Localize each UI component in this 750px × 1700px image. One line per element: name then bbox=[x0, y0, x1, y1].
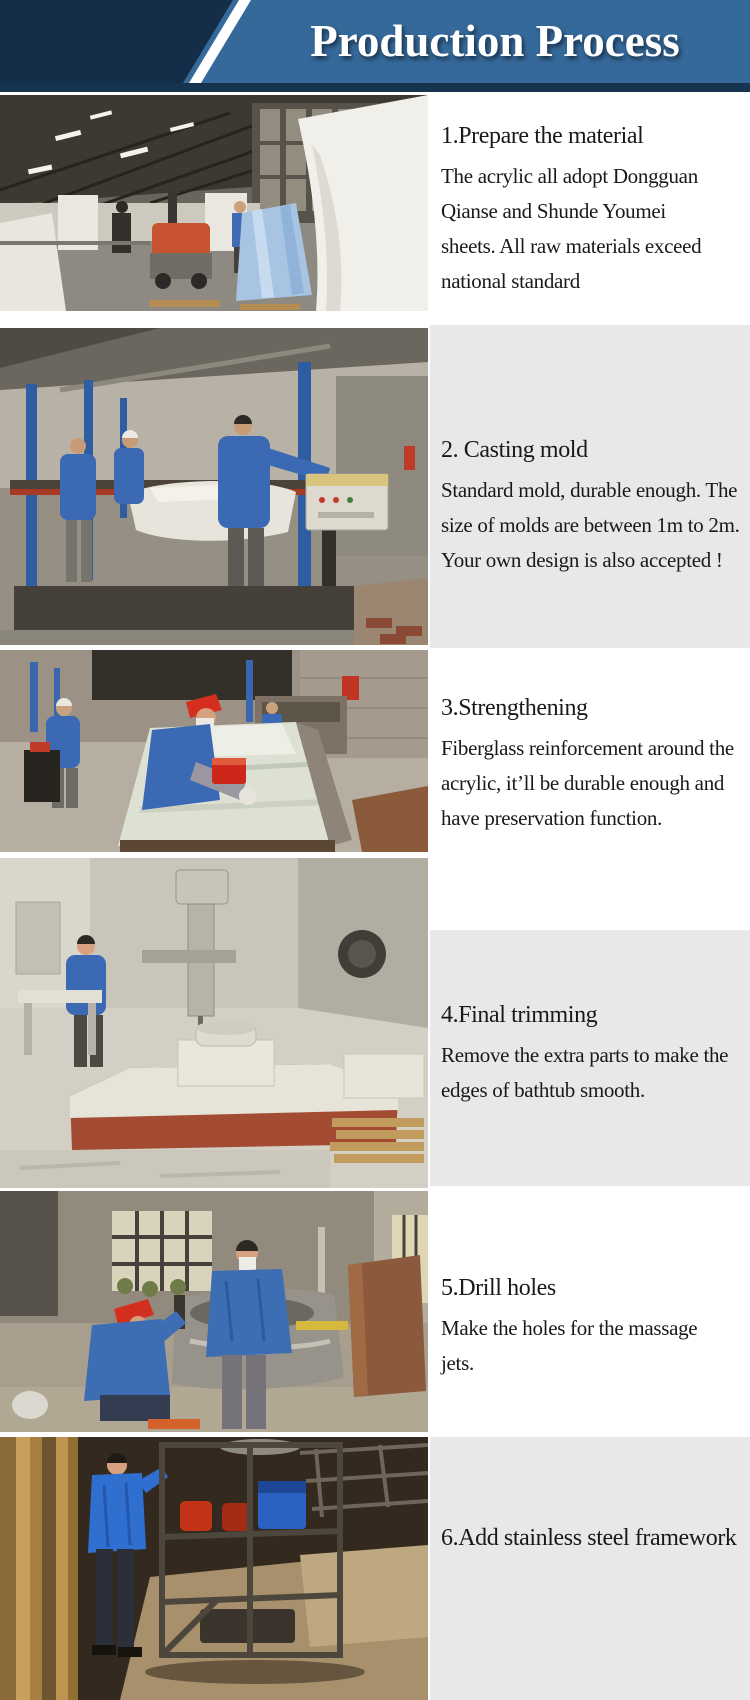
step-4-line-1: Remove the extra parts to make the bbox=[441, 1043, 729, 1067]
step-4-text bbox=[441, 997, 750, 1108]
step-1-text bbox=[441, 118, 750, 299]
step-5-text bbox=[441, 1270, 750, 1381]
step-3-line-3: have preservation function. bbox=[441, 806, 663, 830]
step-1-line-2: Qianse and Shunde Youmei bbox=[441, 199, 666, 223]
step-3-heading: 3.Strengthening bbox=[441, 695, 588, 721]
step-2-photo bbox=[0, 328, 428, 645]
step-1-heading: 1.Prepare the material bbox=[441, 123, 644, 149]
step-1-photo bbox=[0, 95, 428, 311]
step-3-text bbox=[441, 690, 750, 836]
step-2-line-1: Standard mold, durable enough. The bbox=[441, 478, 738, 502]
step-1-line-3: sheets. All raw materials exceed bbox=[441, 234, 702, 258]
step-5-heading: 5.Drill holes bbox=[441, 1275, 556, 1301]
step-3-line-2: acrylic, it’ll be durable enough and bbox=[441, 771, 725, 795]
step-2-line-2: size of molds are between 1m to 2m. bbox=[441, 513, 740, 537]
header-banner bbox=[0, 0, 750, 92]
step-2-text bbox=[441, 432, 750, 578]
drill-holes-illustration bbox=[0, 1191, 428, 1432]
step-4-photo bbox=[0, 858, 428, 1188]
steel-framework-illustration bbox=[0, 1437, 428, 1700]
warehouse-forklift-illustration bbox=[0, 95, 428, 311]
step-2-line-3: Your own design is also accepted ! bbox=[441, 548, 723, 572]
page-title: Production Process bbox=[310, 16, 680, 66]
step-3-photo bbox=[0, 650, 428, 852]
step-2-heading: 2. Casting mold bbox=[441, 437, 588, 463]
step-5-line-1: Make the holes for the massage bbox=[441, 1316, 698, 1340]
step-5-photo bbox=[0, 1191, 428, 1432]
step-4-line-2: edges of bathtub smooth. bbox=[441, 1078, 645, 1102]
step-6-heading: 6.Add stainless steel framework bbox=[441, 1525, 737, 1551]
step-4-heading: 4.Final trimming bbox=[441, 1002, 598, 1028]
final-trimming-illustration bbox=[0, 858, 428, 1188]
step-5-line-2: jets. bbox=[441, 1351, 474, 1375]
step-1-line-4: national standard bbox=[441, 269, 580, 293]
step-6-text-panel bbox=[430, 1437, 750, 1700]
step-6-photo bbox=[0, 1437, 428, 1700]
step-3-line-1: Fiberglass reinforcement around the bbox=[441, 736, 734, 760]
step-1-line-1: The acrylic all adopt Dongguan bbox=[441, 164, 698, 188]
casting-mold-illustration bbox=[0, 328, 428, 645]
fiberglass-strengthening-illustration bbox=[0, 650, 428, 852]
step-6-text bbox=[441, 1520, 750, 1561]
banner-bottom-edge bbox=[0, 83, 750, 92]
